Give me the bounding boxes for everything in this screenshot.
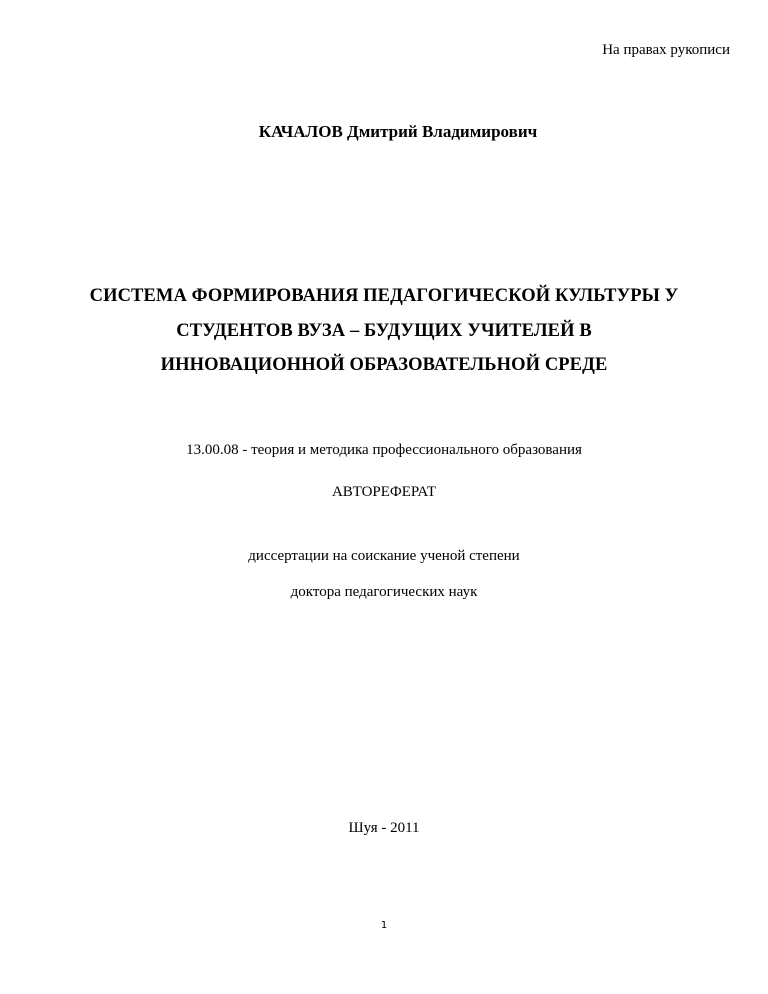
- title-line-3: ИННОВАЦИОННОЙ ОБРАЗОВАТЕЛЬНОЙ СРЕДЕ: [160, 355, 608, 375]
- page-number: 1: [380, 920, 388, 931]
- title-line-2: СТУДЕНТОВ ВУЗА – БУДУЩИХ УЧИТЕЛЕЙ В: [176, 321, 592, 341]
- author-name: КАЧАЛОВ Дмитрий Владимирович: [258, 122, 538, 141]
- purpose-line-1: диссертации на соискание ученой степени: [248, 548, 520, 564]
- rights-note: На правах рукописи: [602, 42, 730, 58]
- purpose-line-2: доктора педагогических наук: [290, 584, 478, 600]
- document-type: АВТОРЕФЕРАТ: [331, 484, 437, 500]
- place-year: Шуя - 2011: [348, 820, 420, 836]
- title-line-1: СИСТЕМА ФОРМИРОВАНИЯ ПЕДАГОГИЧЕСКОЙ КУЛЬТУРЫ У: [89, 286, 679, 306]
- specialty-code: 13.00.08 - теория и методика профессионального образования: [186, 442, 582, 458]
